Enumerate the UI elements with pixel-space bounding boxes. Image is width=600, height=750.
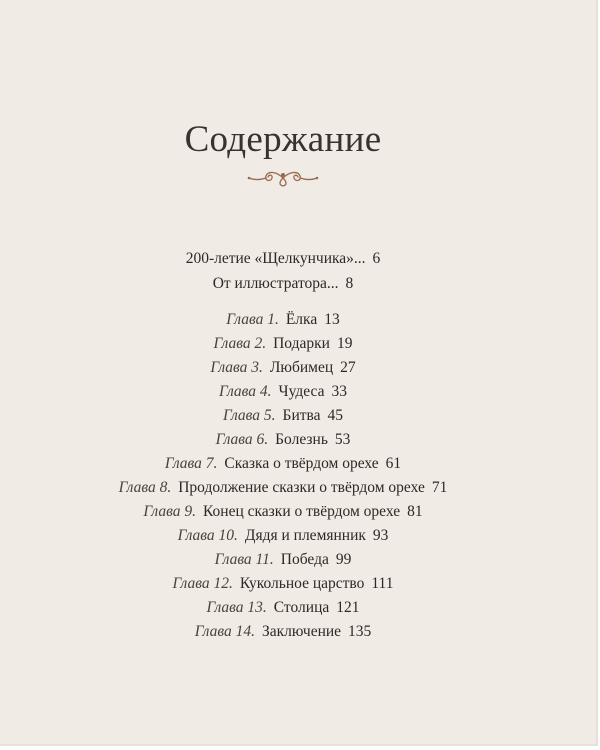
chapter-page: 81 (407, 503, 423, 520)
chapter-title: Победа (280, 551, 329, 568)
toc-chapter-4[interactable] (0, 383, 566, 401)
chapter-label: Глава 3. (210, 359, 263, 376)
chapter-title: Конец сказки о твёрдом орехе (202, 503, 401, 520)
toc-chapter-11[interactable] (0, 551, 566, 569)
toc-entry-illustrator[interactable] (0, 275, 566, 293)
toc-chapter-14[interactable] (0, 623, 566, 641)
chapter-label: Глава 13. (206, 599, 267, 616)
chapter-label: Глава 4. (218, 383, 272, 400)
toc-entry-title: От иллюстратора... (212, 275, 339, 292)
chapter-title: Продолжение сказки о твёрдом орехе (178, 479, 425, 496)
toc-chapter-8[interactable] (0, 479, 566, 497)
chapter-page: 111 (371, 575, 394, 592)
chapter-page: 13 (324, 311, 340, 328)
toc-chapter-9[interactable] (0, 503, 566, 521)
toc-entry-title: 200-летие «Щелкунчика»... (185, 250, 366, 267)
chapter-label: Глава 11. (214, 551, 274, 568)
chapter-title: Подарки (273, 335, 330, 352)
toc-chapter-12[interactable] (0, 575, 566, 593)
chapter-label: Глава 6. (215, 431, 269, 448)
toc-chapter-10[interactable] (0, 527, 566, 545)
chapter-page: 53 (334, 431, 351, 448)
chapter-page: 121 (336, 599, 360, 616)
chapter-title: Столица (273, 599, 330, 616)
chapter-page: 71 (431, 479, 448, 496)
toc-chapter-3[interactable] (0, 359, 566, 377)
chapter-title: Болезнь (275, 431, 328, 448)
chapter-label: Глава 14. (194, 623, 255, 640)
chapter-page: 99 (335, 551, 352, 568)
toc-chapter-1[interactable] (0, 311, 566, 329)
chapter-page: 135 (348, 623, 372, 640)
chapter-title: Чудеса (278, 383, 325, 400)
toc-entry-anniversary[interactable] (0, 250, 566, 268)
page-title: Содержание (184, 119, 382, 160)
chapter-page: 93 (372, 527, 389, 544)
chapter-page: 27 (340, 359, 356, 376)
chapter-label: Глава 12. (172, 575, 233, 592)
chapter-label: Глава 10. (177, 527, 238, 544)
toc-chapter-7[interactable] (0, 455, 566, 473)
toc-chapter-6[interactable] (0, 431, 566, 449)
chapter-title: Битва (282, 407, 321, 424)
chapter-page: 33 (331, 383, 347, 400)
chapter-label: Глава 7. (164, 455, 218, 472)
chapter-title: Сказка о твёрдом орехе (224, 455, 379, 472)
chapter-title: Ёлка (285, 311, 318, 328)
chapter-page: 61 (385, 455, 402, 472)
chapter-label: Глава 8. (118, 479, 172, 496)
toc-entry-page: 6 (372, 250, 381, 267)
toc-chapter-13[interactable] (0, 599, 566, 617)
toc-chapter-5[interactable] (0, 407, 566, 425)
chapter-title: Заключение (262, 623, 342, 640)
chapter-label: Глава 5. (222, 407, 276, 424)
chapter-page: 19 (336, 335, 353, 352)
chapter-label: Глава 9. (143, 503, 196, 520)
chapter-title: Дядя и племянник (244, 527, 366, 544)
toc-entry-page: 8 (345, 275, 354, 292)
chapter-title: Любимец (269, 359, 334, 376)
toc-chapter-2[interactable] (0, 335, 566, 353)
chapter-label: Глава 1. (226, 311, 279, 328)
chapter-title: Кукольное царство (239, 575, 365, 592)
chapter-page: 45 (327, 407, 344, 424)
chapter-label: Глава 2. (213, 335, 267, 352)
